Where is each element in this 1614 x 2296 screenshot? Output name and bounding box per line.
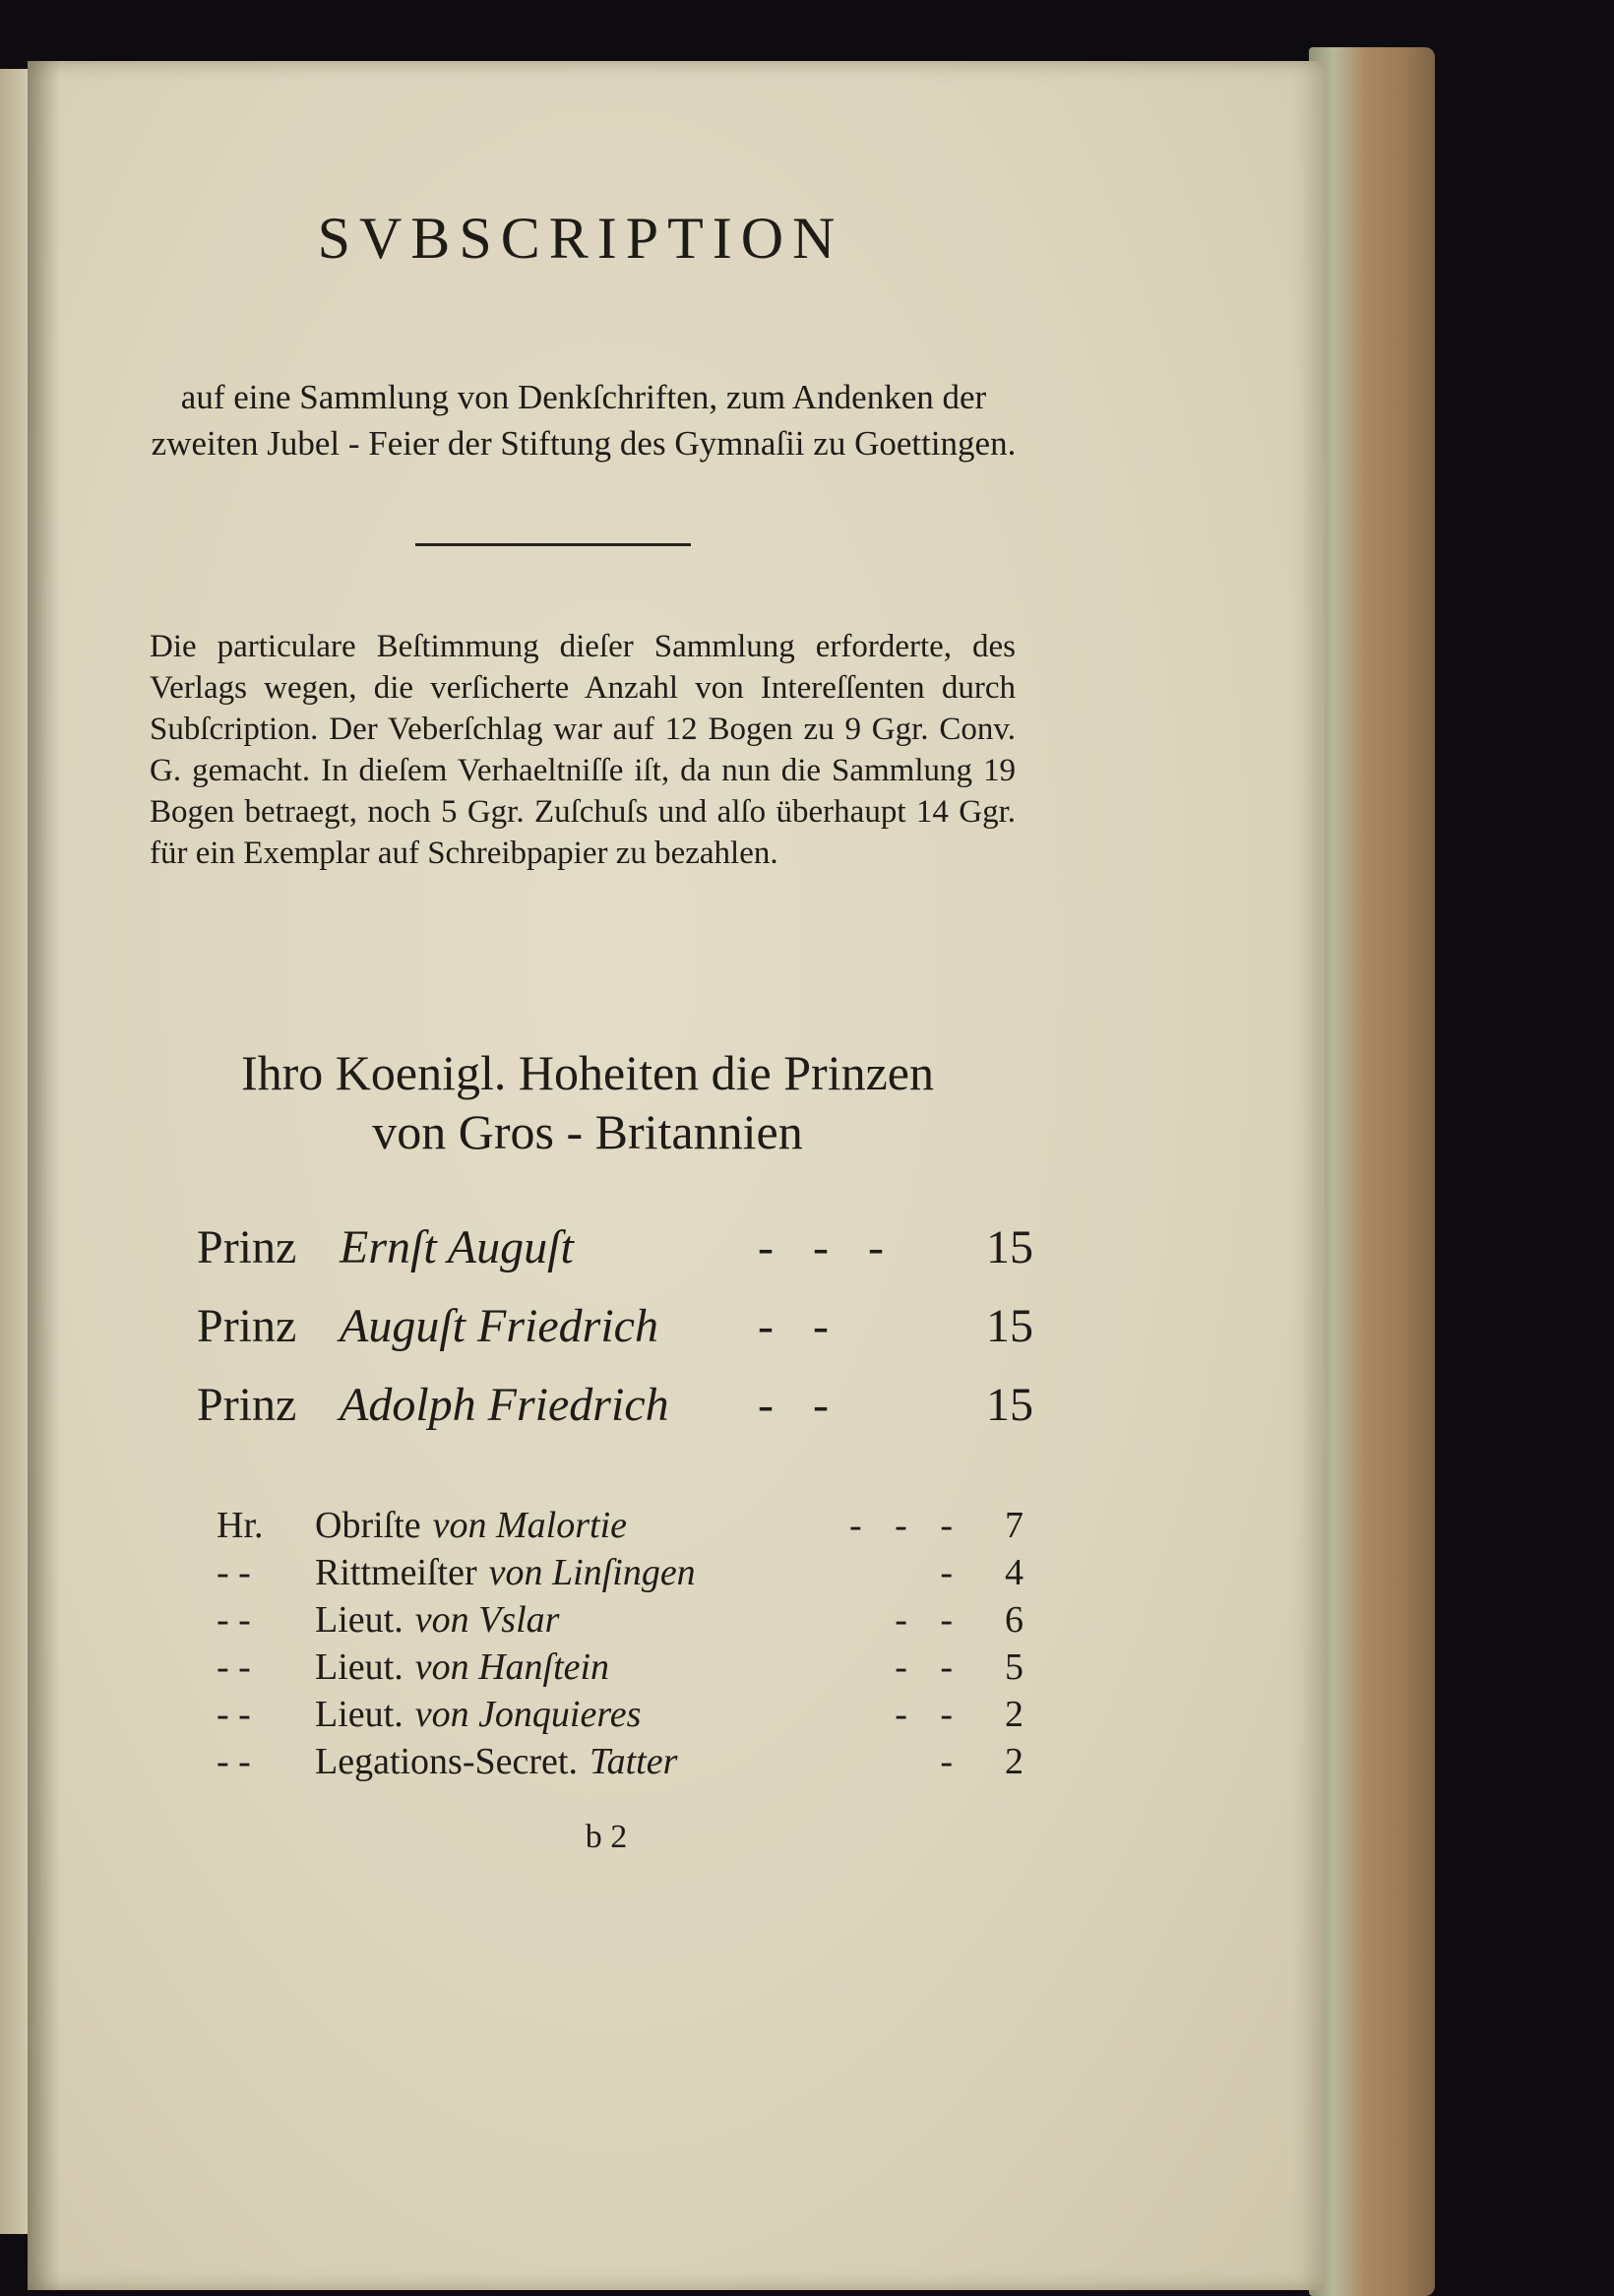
prince-title: Prinz: [197, 1300, 297, 1352]
subscriber-prefix: - -: [217, 1552, 251, 1593]
list-item: [217, 1740, 1024, 1787]
subscriber-rank: Rittmeiſter: [315, 1552, 477, 1593]
copy-count: 15: [986, 1221, 1033, 1273]
copy-count: 7: [1005, 1505, 1024, 1546]
list-item: [217, 1551, 1024, 1598]
subscriber-name: von Vslar: [414, 1599, 560, 1641]
subscriber-rank: Lieut.: [315, 1599, 404, 1641]
list-item: [217, 1693, 1024, 1740]
leader-dashes: - - -: [849, 1505, 964, 1546]
subscriber-name: von Jonquieres: [414, 1694, 642, 1735]
prince-name: Adolph Friedrich: [340, 1379, 669, 1431]
prince-title: Prinz: [197, 1221, 297, 1273]
copy-count: 5: [1005, 1646, 1024, 1688]
copy-count: 2: [1005, 1741, 1024, 1782]
subscriber-name: von Malortie: [432, 1505, 627, 1546]
copy-count: 2: [1005, 1694, 1024, 1735]
subscriber-rank: Legations-Secret.: [315, 1741, 578, 1782]
subscriber-rank: Lieut.: [315, 1694, 404, 1735]
prince-title: Prinz: [197, 1379, 297, 1431]
leader-dashes: - -: [758, 1300, 842, 1352]
prince-name: Auguſt Friedrich: [340, 1300, 658, 1352]
leader-dashes: - - -: [758, 1221, 898, 1273]
list-item: [197, 1299, 1033, 1378]
list-item: [197, 1378, 1033, 1457]
subscriber-prefix: - -: [217, 1694, 251, 1735]
subscriber-prefix: - -: [217, 1646, 251, 1688]
body-paragraph: Die particulare Beſtimmung dieſer Sammlung erforderte, des Verlags wegen, die verſicherte Anzahl von Intereſſenten durch Subſcription. Der Veberſchlag war auf 12 Bogen zu 9 Ggr. Conv. G. gemacht. In dieſem Verhaeltniſſe iſt, da nun die Sammlung 19 Bogen betraegt, noch 5 Ggr. Zuſchuſs und alſo überhaupt 14 Ggr. für ein Exemplar auf Schreibpapier zu bezahlen.: [150, 629, 1016, 871]
list-item: [197, 1220, 1033, 1299]
copy-count: 6: [1005, 1599, 1024, 1641]
section-heading: [150, 1043, 1025, 1161]
subscriber-name: von Linſingen: [488, 1552, 696, 1593]
leader-dashes: - -: [895, 1694, 964, 1735]
leader-dashes: - -: [895, 1599, 964, 1641]
divider-rule: [415, 543, 691, 546]
subscriber-name: Tatter: [589, 1741, 678, 1782]
subscriber-prefix: Hr.: [217, 1505, 264, 1546]
subscriber-rank: Obriſte: [315, 1505, 421, 1546]
prince-name: Ernſt Auguſt: [340, 1221, 574, 1273]
list-item: [217, 1504, 1024, 1551]
page-title: SVBSCRIPTION: [317, 206, 844, 271]
heading-line-2: von Gros - Britannien: [372, 1104, 803, 1159]
princes-list: [197, 1220, 1033, 1457]
heading-line-1: Ihro Koenigl. Hoheiten die Prinzen: [241, 1045, 934, 1100]
page-signature: b 2: [585, 1819, 628, 1855]
subtitle: auf eine Sammlung von Denkſchriften, zum Andenken der zweiten Jubel - Feier der Stiftung des Gymnaſii zu Goettingen.: [151, 378, 1017, 463]
subscriber-prefix: - -: [217, 1599, 251, 1641]
leader-dashes: -: [940, 1552, 964, 1593]
copy-count: 4: [1005, 1552, 1024, 1593]
list-item: [217, 1598, 1024, 1645]
copy-count: 15: [986, 1379, 1033, 1431]
subscriber-name: von Hanſtein: [414, 1646, 610, 1688]
subscriber-prefix: - -: [217, 1741, 251, 1782]
subscriber-rank: Lieut.: [315, 1646, 404, 1688]
leader-dashes: - -: [758, 1379, 842, 1431]
subscribers-list: [217, 1504, 1024, 1787]
leader-dashes: -: [940, 1741, 964, 1782]
leader-dashes: - -: [895, 1646, 964, 1688]
list-item: [217, 1645, 1024, 1693]
copy-count: 15: [986, 1300, 1033, 1352]
